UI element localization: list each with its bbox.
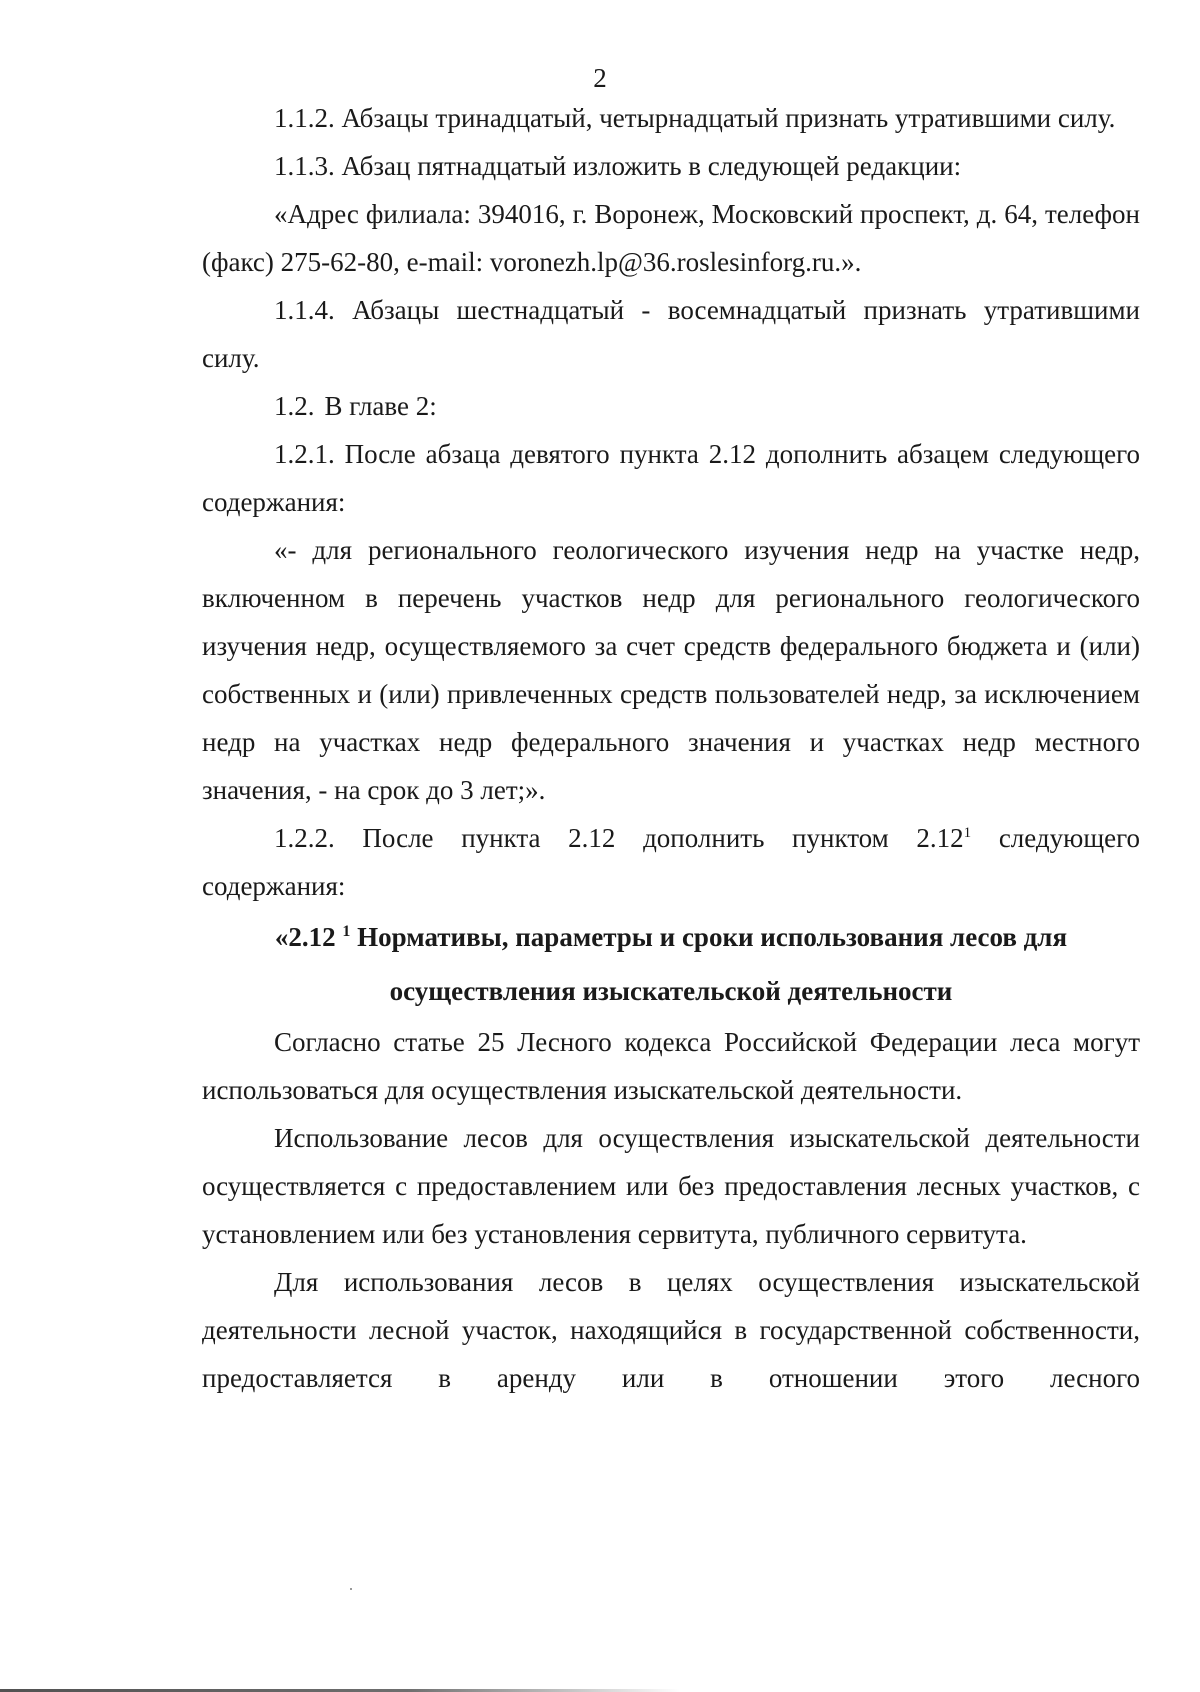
paragraph-1-1-3: 1.1.3. Абзац пятнадцатый изложить в следующей редакции: — [274, 151, 962, 181]
paragraph-1-2-2-start: 1.2.2. После пункта 2.12 дополнить пунктом 2.12 — [274, 823, 964, 853]
paragraph-1-1-4: 1.1.4. Абзацы шестнадцатый - восемнадцатый признать утратившими силу. — [202, 295, 1140, 373]
heading-title: Нормативы, параметры и сроки использования лесов для осуществления изыскательской деятельности — [350, 922, 1068, 1006]
paragraph-geological-study: «- для регионального геологического изучения недр на участке недр, включенном в перечень участков недр для регионального геологического изучения недр, осуществляемого за счет средств федерального бюджета и (или) собственных и (или) привлеченных средств пользователей недр, за исключением недр на участках недр федерального значения и участках недр местного значения, - на срок до 3 лет;». — [202, 535, 1140, 805]
paragraph-1-2-2 — [202, 814, 1140, 910]
paragraph-forest-code: Согласно статье 25 Лесного кодекса Российской Федерации леса могут использоваться для осуществления изыскательской деятельности. — [202, 1027, 1140, 1105]
scan-artifact-dot — [350, 1588, 352, 1590]
paragraph-forest-use: Использование лесов для осуществления изыскательской деятельности осуществляется с предоставлением или без предоставления лесных участков, с установлением или без установления сервитута, публичного сервитута. — [202, 1123, 1140, 1249]
document-body — [202, 94, 1140, 1402]
page-number: 2 — [593, 63, 607, 93]
paragraph-1-1-2: 1.1.2. Абзацы тринадцатый, четырнадцатый признать утратившими силу. — [274, 103, 1116, 133]
section-heading — [202, 910, 1140, 1018]
superscript-marker: 1 — [963, 825, 972, 841]
paragraph-forest-lease: Для использования лесов в целях осуществления изыскательской деятельности лесной участок, находящийся в государственной собственности, предоставляется в аренду или в отношении этого лесного — [202, 1267, 1140, 1393]
paragraph-1-2-1: 1.2.1. После абзаца девятого пункта 2.12 дополнить абзацем следующего содержания: — [202, 439, 1140, 517]
paragraph-1-2 — [202, 382, 1140, 430]
section-number: 1.2. — [274, 391, 315, 421]
heading-number: «2.12 — [274, 922, 343, 952]
section-text: В главе 2: — [324, 391, 437, 421]
paragraph-branch-address: «Адрес филиала: 394016, г. Воронеж, Московский проспект, д. 64, телефон (факс) 275-62-80, e-mail: voronezh.lp@36.roslesinforg.ru.». — [202, 199, 1140, 277]
heading-superscript: 1 — [342, 923, 351, 940]
paragraph-1-2-2-end: следующего содержания: — [202, 823, 1140, 901]
